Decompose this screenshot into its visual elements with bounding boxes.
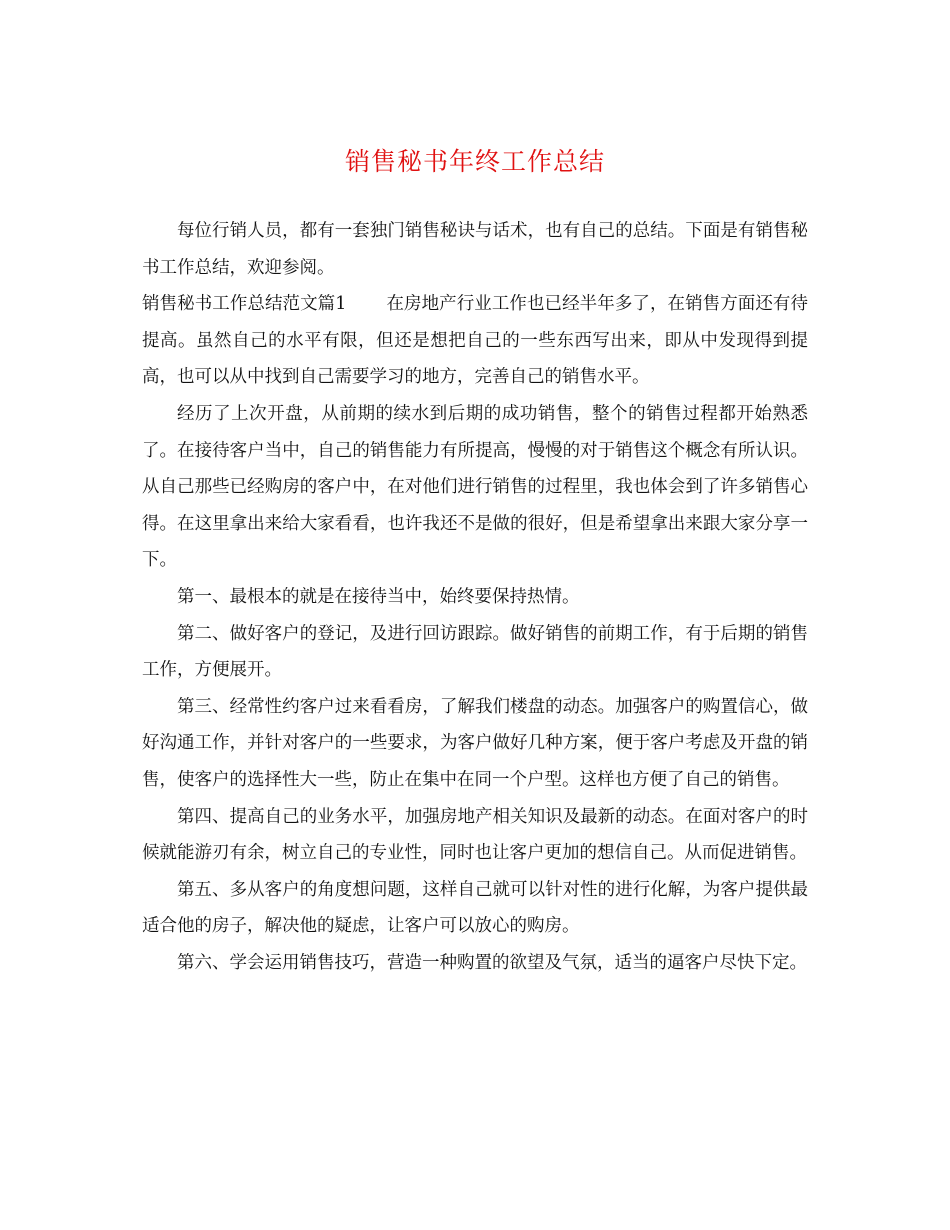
sample-heading: 销售秘书工作总结范文篇1	[142, 294, 347, 315]
paragraph-point-3: 第三、经常性约客户过来看看房，了解我们楼盘的动态。加强客户的购置信心，做好沟通工作，并针对客户的一些要求，为客户做好几种方案，便于客户考虑及开盘的销售，使客户的选择性大一些，防止在集中在同一个户型。这样也方便了自己的销售。	[142, 696, 808, 790]
sample-first-paragraph: 在房地产行业工作也已经半年多了，在销售方面还有待提高。虽然自己的水平有限，但还是想把自己的一些东西写出来，即从中发现得到提高，也可以从中找到自己需要学习的地方，完善自己的销售水平。	[142, 294, 808, 388]
paragraph-point-1: 第一、最根本的就是在接待当中，始终要保持热情。	[177, 586, 580, 607]
document-title: 销售秘书年终工作总结	[344, 147, 605, 176]
paragraph-point-6: 第六、学会运用销售技巧，营造一种购置的欲望及气氛，适当的逼客户尽快下定。	[177, 952, 807, 973]
paragraph-experience: 经历了上次开盘，从前期的续水到后期的成功销售，整个的销售过程都开始熟悉了。在接待客户当中，自己的销售能力有所提高，慢慢的对于销售这个概念有所认识。从自己那些已经购房的客户中，在对他们进行销售的过程里，我也体会到了许多销售心得。在这里拿出来给大家看看，也许我还不是做的很好，但是希望拿出来跟大家分享一下。	[142, 403, 808, 571]
paragraph-point-5: 第五、多从客户的角度想问题，这样自己就可以针对性的进行化解，为客户提供最适合他的房子，解决他的疑虑，让客户可以放心的购房。	[142, 879, 808, 937]
intro-paragraph: 每位行销人员，都有一套独门销售秘诀与话术，也有自己的总结。下面是有销售秘书工作总结，欢迎参阅。	[142, 221, 808, 278]
paragraph-point-4: 第四、提高自己的业务水平，加强房地产相关知识及最新的动态。在面对客户的时候就能游刃有余，树立自己的专业性，同时也让客户更加的想信自己。从而促进销售。	[142, 806, 808, 864]
document-body	[142, 213, 808, 981]
paragraph-point-2: 第二、做好客户的登记，及进行回访跟踪。做好销售的前期工作，有于后期的销售工作，方便展开。	[142, 623, 808, 681]
sample-section	[142, 286, 808, 396]
